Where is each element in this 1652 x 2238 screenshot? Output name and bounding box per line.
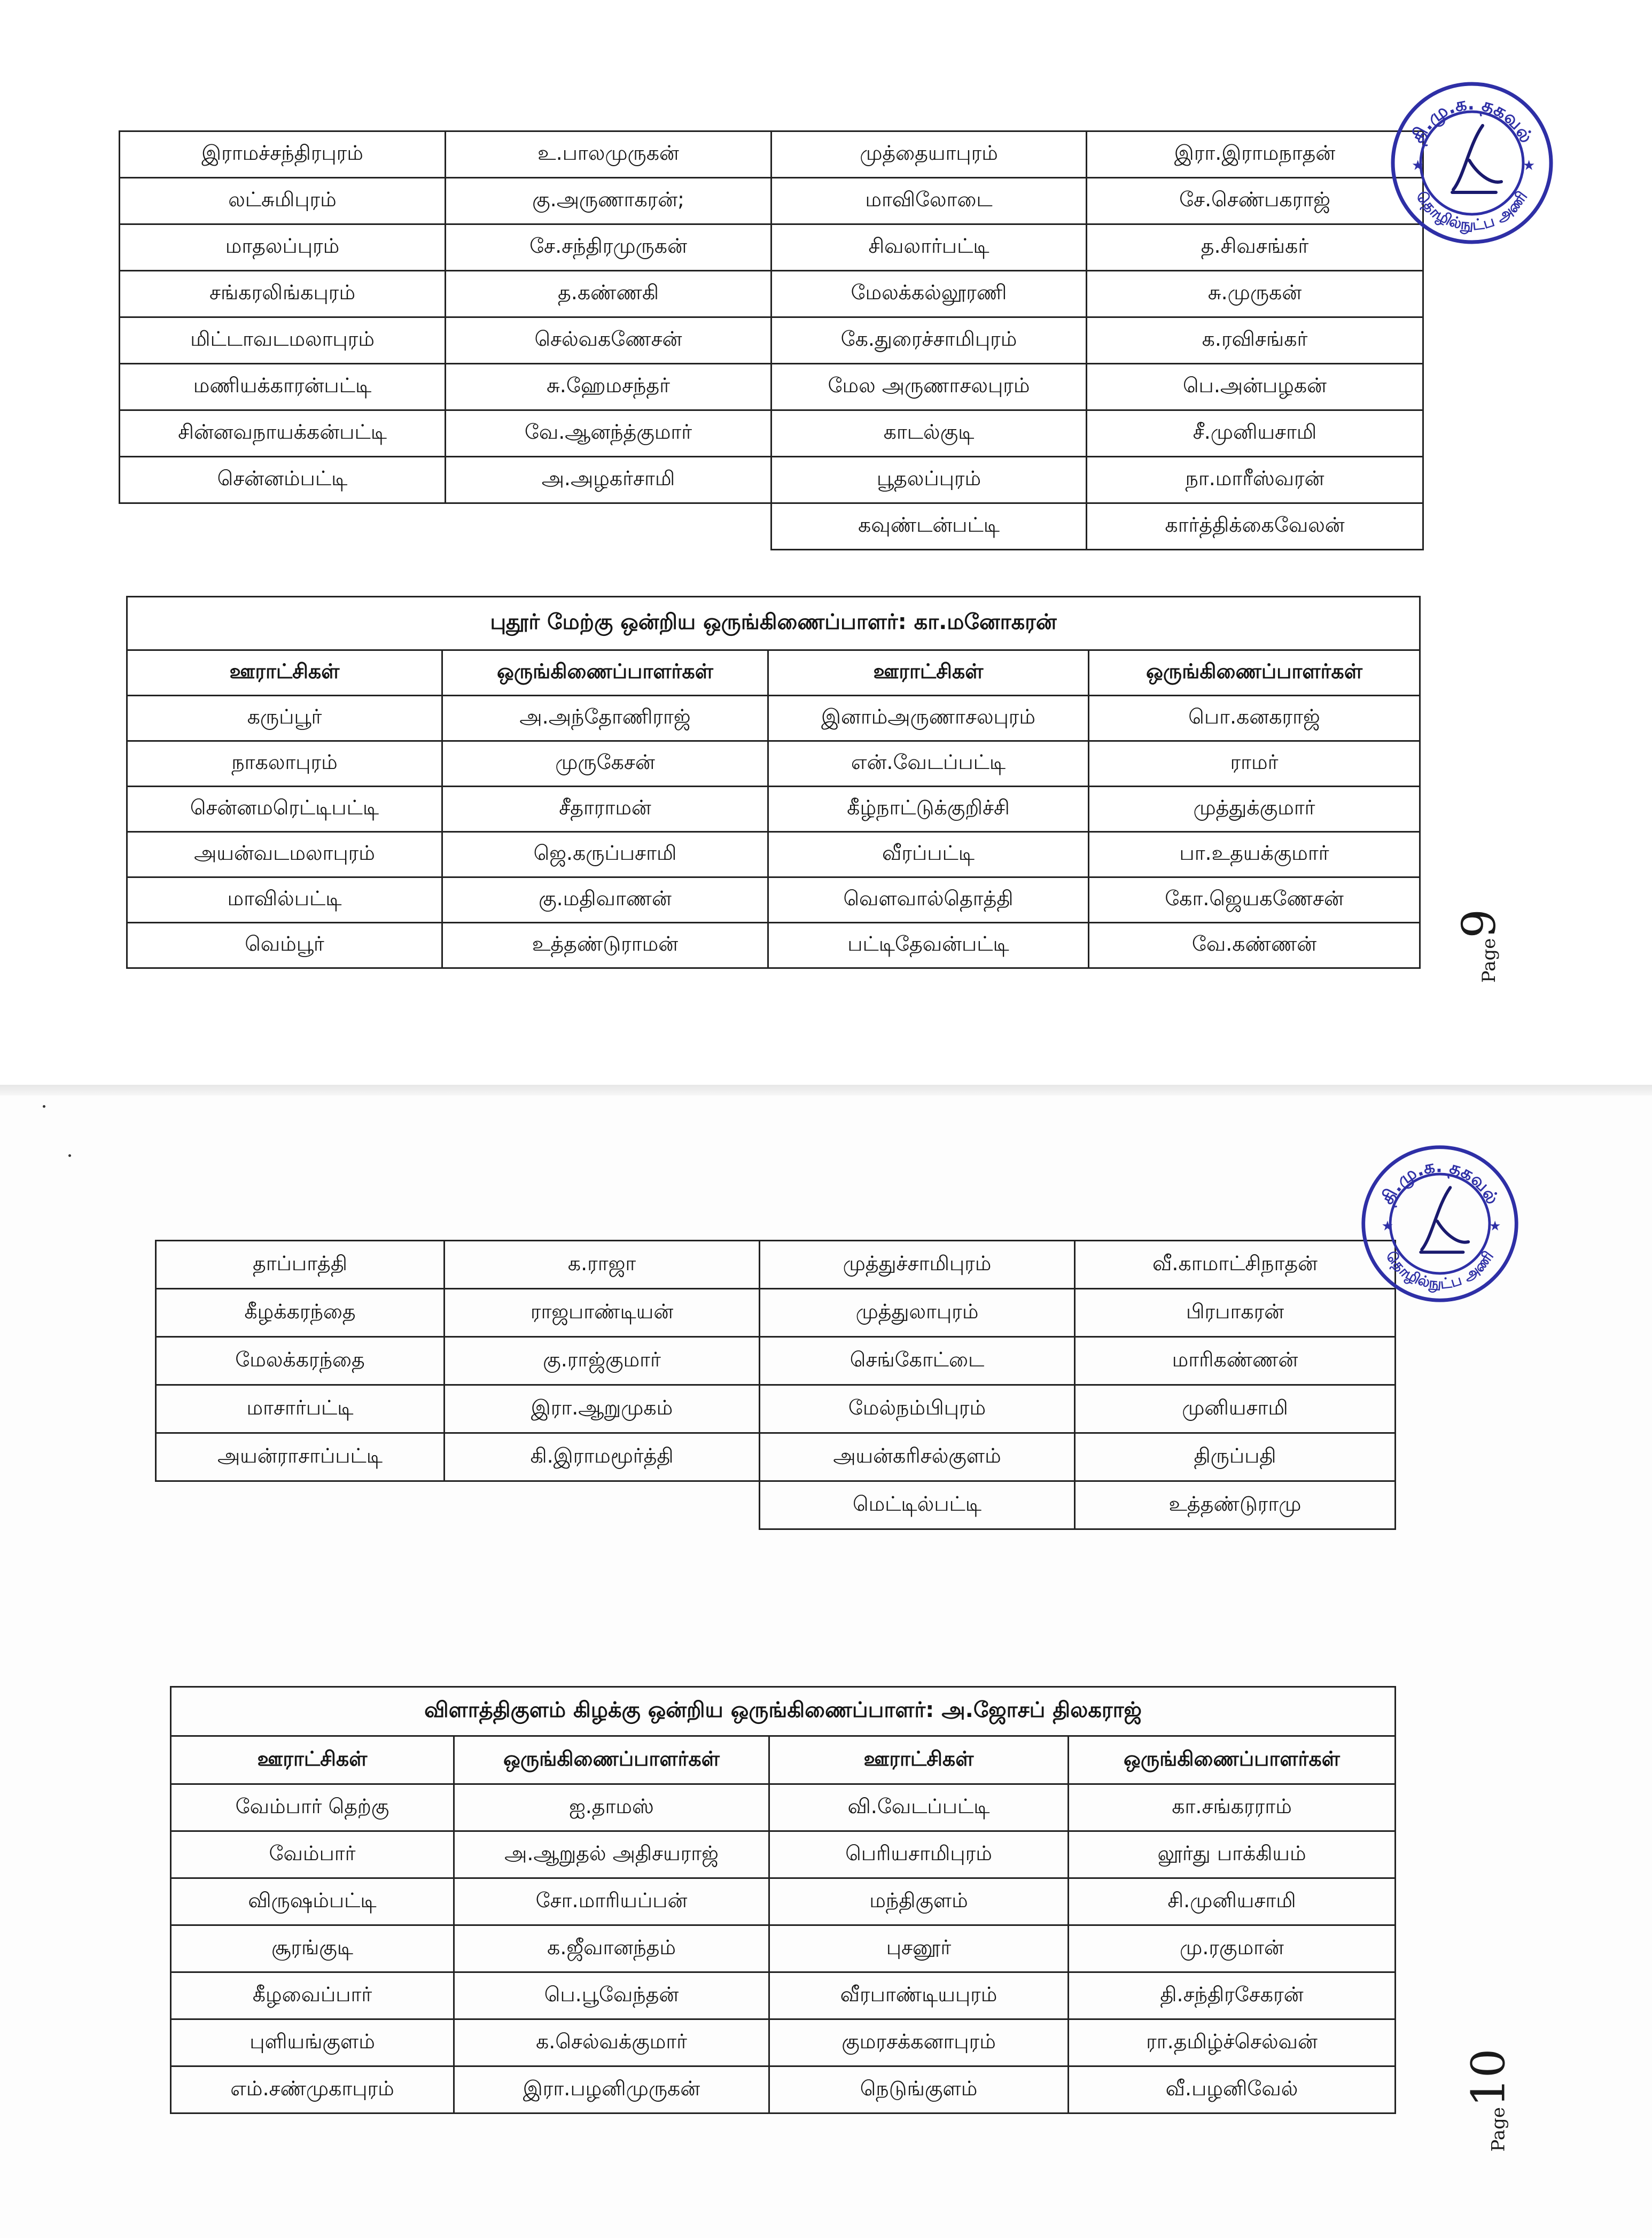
svg-text:★: ★ [1412, 158, 1424, 174]
panchayat-cell: சென்னமரெட்டிபட்டி [127, 787, 442, 832]
panchayat-cell: மணியக்காரன்பட்டி [120, 364, 446, 410]
panchayat-cell: எம்.சண்முகாபுரம் [171, 2066, 454, 2113]
coordinator-cell: கு.அருணாகரன்; [446, 178, 772, 224]
coordinator-cell: சீ.முனியசாமி [1087, 410, 1423, 457]
coordinator-cell: தி.சந்திரசேகரன் [1069, 1972, 1396, 2019]
page-number-9 [1453, 909, 1506, 983]
page10-panchayat-table-continued [155, 1240, 1396, 1530]
table-row [171, 2066, 1396, 2113]
coordinator-cell: த.சிவசங்கர் [1087, 224, 1423, 271]
panchayat-cell: வீரப்பட்டி [768, 832, 1089, 877]
coordinator-cell: திருப்பதி [1075, 1433, 1396, 1481]
coordinator-cell: அ.ஆறுதல் அதிசயராஜ் [454, 1831, 769, 1878]
coordinator-cell: க.ராஜா [445, 1241, 760, 1289]
coordinator-cell: ஐ.தாமஸ் [454, 1784, 769, 1831]
panchayat-cell: கீழக்கரந்தை [156, 1289, 445, 1337]
coordinator-cell: க.ரவிசங்கர் [1087, 317, 1423, 364]
column-header-coordinators: ஒருங்கிணைப்பாளர்கள் [454, 1736, 769, 1784]
panchayat-cell: காடல்குடி [772, 410, 1087, 457]
dmk-it-wing-seal [1360, 1144, 1520, 1304]
coordinator-cell: சு.ஹேமசந்தர் [446, 364, 772, 410]
table-row [120, 364, 1423, 410]
coordinator-cell: பெ.அன்பழகன் [1087, 364, 1423, 410]
coordinator-cell: கார்த்திக்கைவேலன் [1087, 503, 1423, 550]
panchayat-cell: சிவலார்பட்டி [772, 224, 1087, 271]
panchayat-cell: விருஷம்பட்டி [171, 1878, 454, 1925]
coordinator-cell: சீதாராமன் [442, 787, 768, 832]
panchayat-cell: செங்கோட்டை [760, 1337, 1075, 1385]
table-row [120, 131, 1423, 178]
table-row [156, 1337, 1396, 1385]
seal-text-bottom: தொழில்நுட்ப அணி [1382, 1248, 1497, 1293]
table-row [171, 1972, 1396, 2019]
column-header-panchayats: ஊராட்சிகள் [769, 1736, 1069, 1784]
panchayat-cell: பட்டிதேவன்பட்டி [768, 923, 1089, 968]
dmk-it-wing-seal [1389, 80, 1555, 246]
coordinator-cell: சு.முருகன் [1087, 271, 1423, 317]
coordinator-cell: மாரிகண்ணன் [1075, 1337, 1396, 1385]
coordinator-cell: வே.ஆனந்த்குமார் [446, 410, 772, 457]
coordinator-cell: முருகேசன் [442, 741, 768, 787]
coordinator-cell: த.கண்ணகி [446, 271, 772, 317]
coordinator-cell: முனியசாமி [1075, 1385, 1396, 1433]
coordinator-cell: கா.சங்கரராம் [1069, 1784, 1396, 1831]
table-row [120, 503, 1423, 550]
coordinator-cell: சோ.மாரியப்பன் [454, 1878, 769, 1925]
panchayat-cell: நாகலாபுரம் [127, 741, 442, 787]
table-row [171, 1831, 1396, 1878]
panchayat-cell: மெட்டில்பட்டி [760, 1481, 1075, 1529]
coordinator-cell: சே.சந்திரமுருகன் [446, 224, 772, 271]
panchayat-cell: மாவிலோடை [772, 178, 1087, 224]
table-row [120, 271, 1423, 317]
coordinator-cell [445, 1481, 760, 1529]
coordinator-cell: கோ.ஜெயகணேசன் [1089, 877, 1420, 923]
union-coordinator-title: புதூர் மேற்கு ஒன்றிய ஒருங்கிணைப்பாளர்: கா.மனோகரன் [127, 597, 1420, 650]
scan-speck [68, 1154, 71, 1157]
panchayat-cell: வேம்பார் [171, 1831, 454, 1878]
panchayat-cell: நெடுங்குளம் [769, 2066, 1069, 2113]
coordinator-cell: வீ.காமாட்சிநாதன் [1075, 1241, 1396, 1289]
table-row [120, 457, 1423, 503]
table-row [127, 696, 1420, 741]
coordinator-cell: முத்துக்குமார் [1089, 787, 1420, 832]
page9-panchayat-table-continued [119, 130, 1424, 550]
panchayat-cell: கீழவைப்பார் [171, 1972, 454, 2019]
panchayat-cell: அயன்ராசாப்பட்டி [156, 1433, 445, 1481]
panchayat-cell: கவுண்டன்பட்டி [772, 503, 1087, 550]
panchayat-cell [120, 503, 446, 550]
coordinator-cell: நா.மாரீஸ்வரன் [1087, 457, 1423, 503]
svg-text:★: ★ [1381, 1218, 1394, 1234]
coordinator-cell: பொ.கனகராஜ் [1089, 696, 1420, 741]
page-number-10 [1462, 2049, 1515, 2152]
page-number: 10 [1462, 2048, 1516, 2107]
panchayat-cell: அயன்வடமலாபுரம் [127, 832, 442, 877]
panchayat-cell: சென்னம்பட்டி [120, 457, 446, 503]
panchayat-cell: வி.வேடப்பட்டி [769, 1784, 1069, 1831]
panchayat-cell: லட்சுமிபுரம் [120, 178, 446, 224]
panchayat-cell: வீரபாண்டியபுரம் [769, 1972, 1069, 2019]
union-coordinator-title: விளாத்திகுளம் கிழக்கு ஒன்றிய ஒருங்கிணைப்பாளர்: அ.ஜோசப் திலகராஜ் [171, 1687, 1396, 1736]
seal-text-top: தி.மு.க. தகவல் [1407, 92, 1537, 147]
panchayat-cell: முத்துச்சாமிபுரம் [760, 1241, 1075, 1289]
coordinator-cell: கி.இராமமூர்த்தி [445, 1433, 760, 1481]
table-row [120, 317, 1423, 364]
coordinator-cell: ரா.தமிழ்ச்செல்வன் [1069, 2019, 1396, 2066]
coordinator-cell: சி.முனியசாமி [1069, 1878, 1396, 1925]
table-row [171, 2019, 1396, 2066]
panchayat-cell: வெம்பூர் [127, 923, 442, 968]
coordinator-cell: செல்வகணேசன் [446, 317, 772, 364]
coordinator-cell: ராஜபாண்டியன் [445, 1289, 760, 1337]
panchayat-cell: தாப்பாத்தி [156, 1241, 445, 1289]
panchayat-cell: சங்கரலிங்கபுரம் [120, 271, 446, 317]
coordinator-cell: அ.அழகர்சாமி [446, 457, 772, 503]
table-row [156, 1481, 1396, 1529]
coordinator-cell: இரா.பழனிமுருகன் [454, 2066, 769, 2113]
panchayat-cell: வெளவால்தொத்தி [768, 877, 1089, 923]
panchayat-cell: மேலக்கல்லூரணி [772, 271, 1087, 317]
table-row [120, 224, 1423, 271]
panchayat-cell: வேம்பார் தெற்கு [171, 1784, 454, 1831]
column-header-coordinators: ஒருங்கிணைப்பாளர்கள் [1089, 650, 1420, 696]
column-header-panchayats: ஊராட்சிகள் [171, 1736, 454, 1784]
column-header-coordinators: ஒருங்கிணைப்பாளர்கள் [442, 650, 768, 696]
panchayat-cell: பூதலப்புரம் [772, 457, 1087, 503]
table-row [127, 923, 1420, 968]
svg-text:★: ★ [1489, 1218, 1501, 1234]
table-row [120, 410, 1423, 457]
panchayat-cell: என்.வேடப்பட்டி [768, 741, 1089, 787]
page-number: 9 [1453, 908, 1507, 938]
panchayat-cell: அயன்கரிசல்குளம் [760, 1433, 1075, 1481]
panchayat-cell: மேல அருணாசலபுரம் [772, 364, 1087, 410]
coordinator-cell: இரா.ஆறுமுகம் [445, 1385, 760, 1433]
coordinator-cell: வீ.பழனிவேல் [1069, 2066, 1396, 2113]
table-row [120, 178, 1423, 224]
table-row [127, 877, 1420, 923]
coordinator-cell: க.ஜீவானந்தம் [454, 1925, 769, 1972]
coordinator-cell: சே.செண்பகராஜ் [1087, 178, 1423, 224]
coordinator-cell: இரா.இராமநாதன் [1087, 131, 1423, 178]
panchayat-cell: கே.துரைச்சாமிபுரம் [772, 317, 1087, 364]
panchayat-cell: கீழ்நாட்டுக்குறிச்சி [768, 787, 1089, 832]
coordinator-cell: க.செல்வக்குமார் [454, 2019, 769, 2066]
page10-vilathikulam-east-table [170, 1686, 1396, 2114]
panchayat-cell: சூரங்குடி [171, 1925, 454, 1972]
coordinator-cell: பிரபாகரன் [1075, 1289, 1396, 1337]
table-row [171, 1878, 1396, 1925]
coordinator-cell: அ.அந்தோணிராஜ் [442, 696, 768, 741]
coordinator-cell [446, 503, 772, 550]
page-fold-divider [0, 1085, 1652, 1095]
panchayat-cell: இராமச்சந்திரபுரம் [120, 131, 446, 178]
panchayat-cell: பெரியசாமிபுரம் [769, 1831, 1069, 1878]
scan-speck [43, 1105, 45, 1108]
panchayat-cell: குமரசக்கனாபுரம் [769, 2019, 1069, 2066]
table-row [127, 741, 1420, 787]
panchayat-cell: மாவில்பட்டி [127, 877, 442, 923]
panchayat-cell: இனாம்அருணாசலபுரம் [768, 696, 1089, 741]
panchayat-cell: மேலக்கரந்தை [156, 1337, 445, 1385]
panchayat-cell: புளியங்குளம் [171, 2019, 454, 2066]
panchayat-cell: மாதலப்புரம் [120, 224, 446, 271]
panchayat-cell [156, 1481, 445, 1529]
coordinator-cell: மு.ரகுமான் [1069, 1925, 1396, 1972]
seal-text-top: தி.மு.க. தகவல் [1376, 1155, 1503, 1208]
column-header-panchayats: ஊராட்சிகள் [768, 650, 1089, 696]
svg-text:★: ★ [1523, 158, 1536, 174]
coordinator-cell: லூர்து பாக்கியம் [1069, 1831, 1396, 1878]
panchayat-cell: முத்துலாபுரம் [760, 1289, 1075, 1337]
table-row [171, 1925, 1396, 1972]
table-row [156, 1385, 1396, 1433]
coordinator-cell: உத்தண்டுராமன் [442, 923, 768, 968]
coordinator-cell: கு.மதிவாணன் [442, 877, 768, 923]
panchayat-cell: புசனூர் [769, 1925, 1069, 1972]
coordinator-cell: உ.பாலமுருகன் [446, 131, 772, 178]
panchayat-cell: கருப்பூர் [127, 696, 442, 741]
seal-text-bottom: தொழில்நுட்ப அணி [1412, 188, 1531, 234]
table-row [156, 1241, 1396, 1289]
page-label: Page [1478, 938, 1500, 983]
table-row [156, 1433, 1396, 1481]
coordinator-cell: கு.ராஜ்குமார் [445, 1337, 760, 1385]
coordinator-cell: வே.கண்ணன் [1089, 923, 1420, 968]
table-row [171, 1784, 1396, 1831]
coordinator-cell: ஜெ.கருப்பசாமி [442, 832, 768, 877]
page9-puthur-west-table [126, 596, 1421, 969]
column-header-panchayats: ஊராட்சிகள் [127, 650, 442, 696]
panchayat-cell: மேல்நம்பிபுரம் [760, 1385, 1075, 1433]
panchayat-cell: முத்தையாபுரம் [772, 131, 1087, 178]
coordinator-cell: பா.உதயக்குமார் [1089, 832, 1420, 877]
table-row [156, 1289, 1396, 1337]
coordinator-cell: பெ.பூவேந்தன் [454, 1972, 769, 2019]
column-header-coordinators: ஒருங்கிணைப்பாளர்கள் [1069, 1736, 1396, 1784]
panchayat-cell: மந்திகுளம் [769, 1878, 1069, 1925]
panchayat-cell: மாசார்பட்டி [156, 1385, 445, 1433]
page-label: Page [1487, 2107, 1509, 2152]
panchayat-cell: சின்னவநாயக்கன்பட்டி [120, 410, 446, 457]
panchayat-cell: மிட்டாவடமலாபுரம் [120, 317, 446, 364]
coordinator-cell: ராமர் [1089, 741, 1420, 787]
coordinator-cell: உத்தண்டுராமு [1075, 1481, 1396, 1529]
table-row [127, 832, 1420, 877]
table-row [127, 787, 1420, 832]
